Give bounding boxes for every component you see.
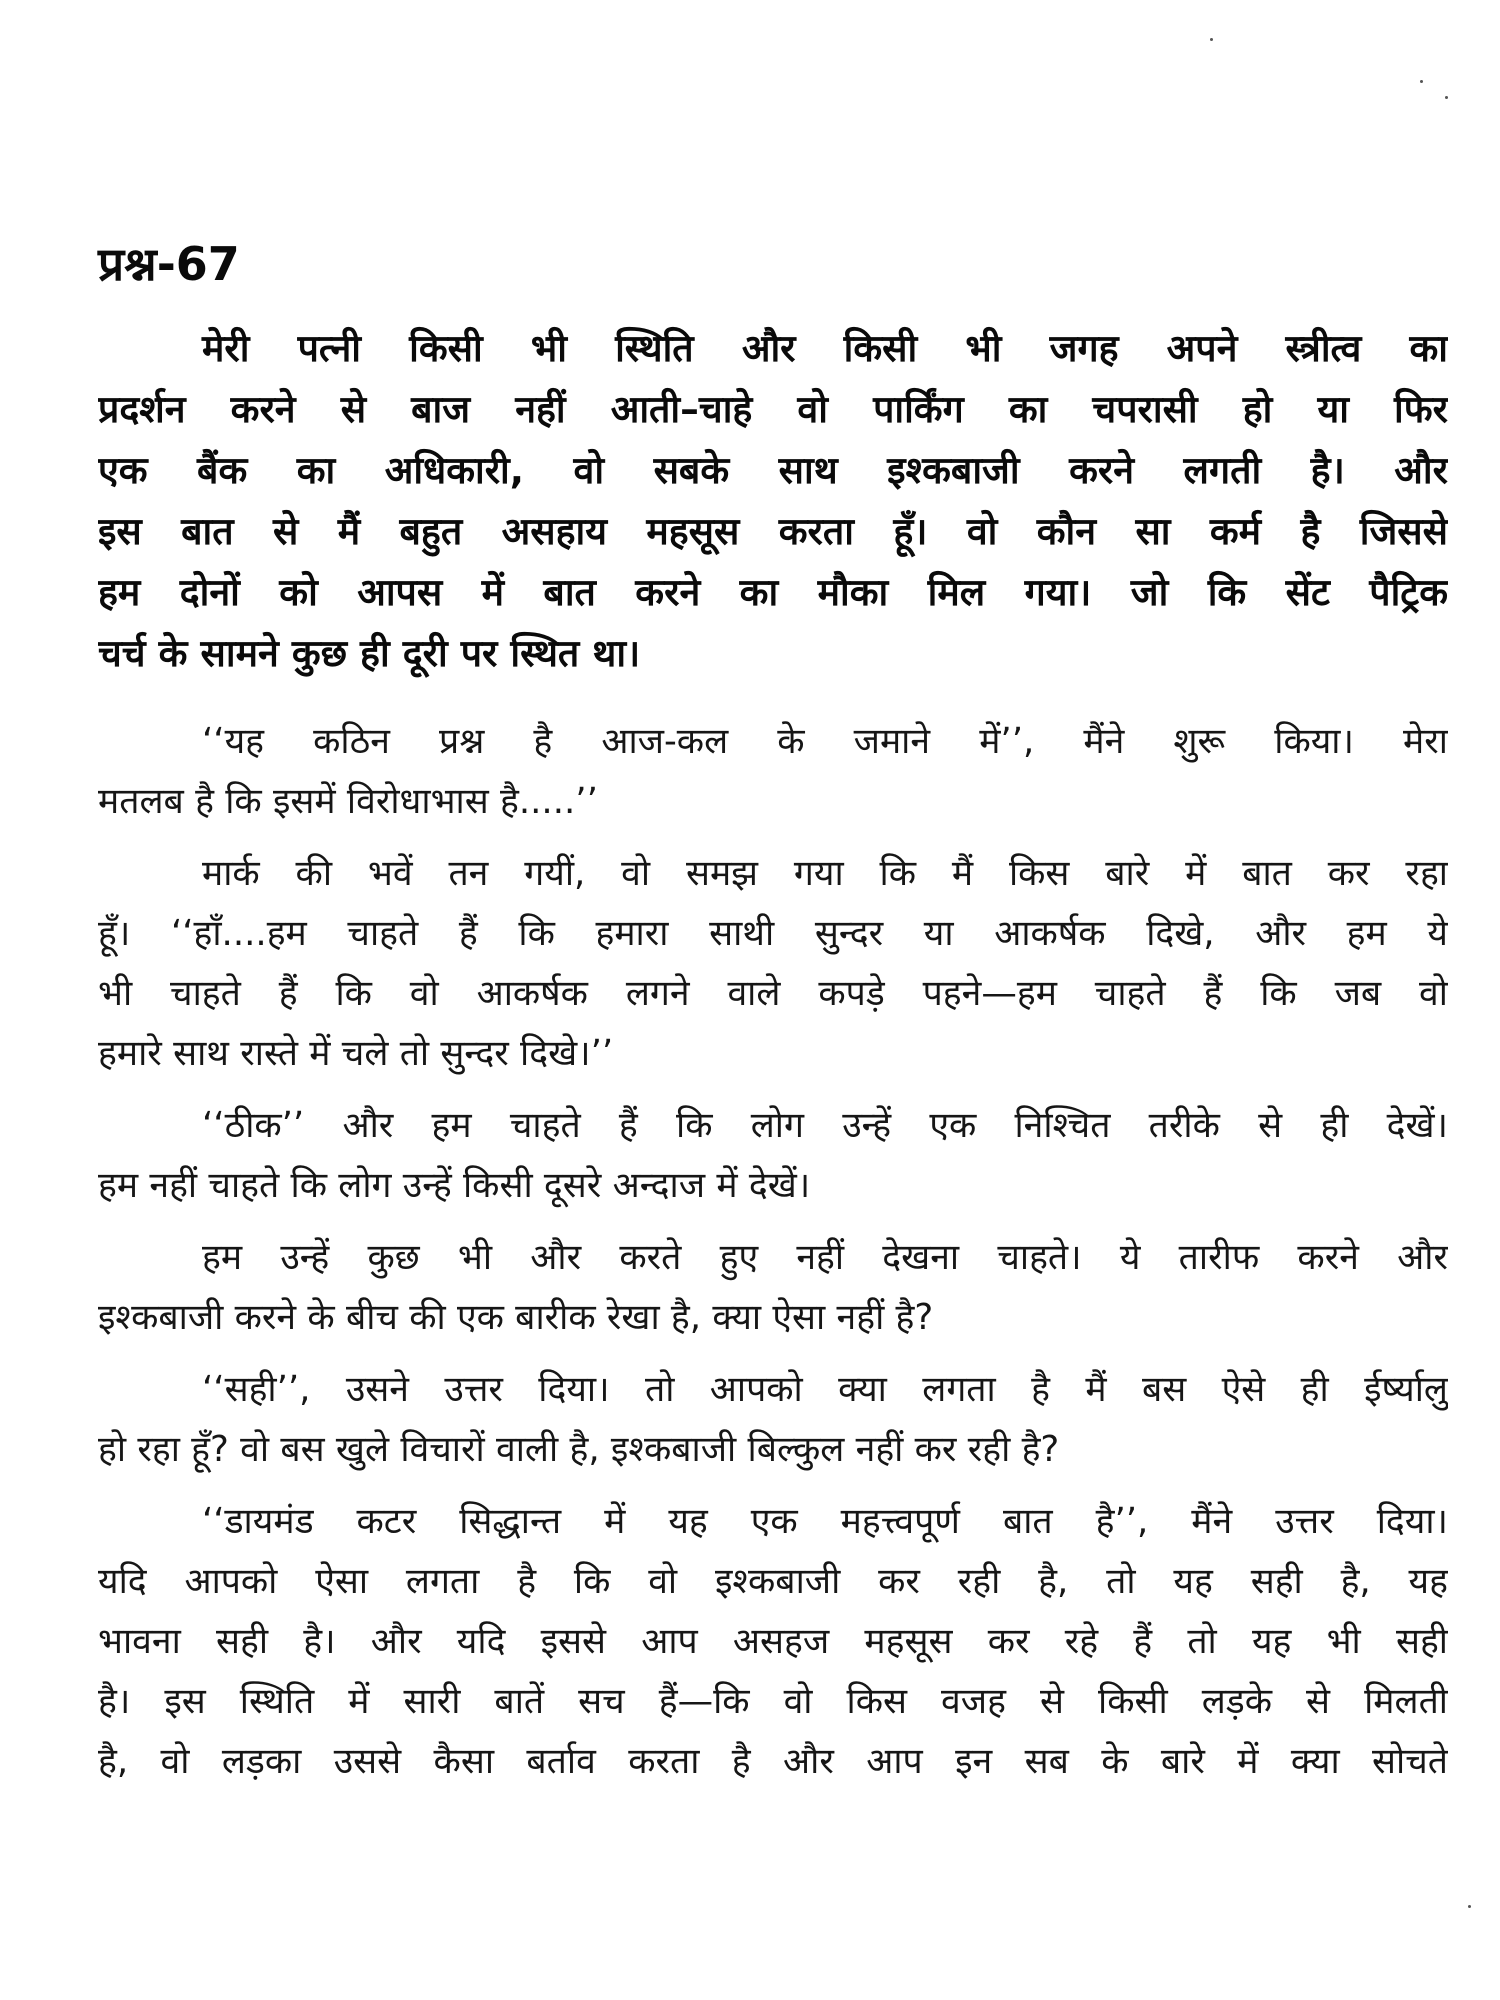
paragraph	[98, 844, 1448, 1084]
text-line: हूँ। ‘‘हाँ....हम चाहते हैं कि हमारा साथी सुन्दर या आकर्षक दिखे, और हम ये	[98, 913, 1448, 954]
text-line: भावना सही है। और यदि इससे आप असहज महसूस कर रहे हैं तो यह भी सही	[98, 1621, 1448, 1662]
text-line: है, वो लड़का उससे कैसा बर्ताव करता है और आप इन सब के बारे में क्या सोचते	[98, 1741, 1448, 1782]
paragraph	[98, 1096, 1448, 1216]
question-line: प्रदर्शन करने से बाज नहीं आती–चाहे वो पार्किंग का चपरासी हो या फिर	[98, 387, 1448, 431]
text-line: हम नहीं चाहते कि लोग उन्हें किसी दूसरे अन्दाज में देखें।	[98, 1165, 811, 1206]
answer-body	[98, 712, 1448, 1792]
paragraph	[98, 1228, 1448, 1348]
text-line: ‘‘सही’’, उसने उत्तर दिया। तो आपको क्या लगता है मैं बस ऐसे ही ईर्ष्यालु	[202, 1369, 1448, 1410]
question-text	[98, 318, 1448, 684]
text-line: भी चाहते हैं कि वो आकर्षक लगने वाले कपड़े पहने—हम चाहते हैं कि जब वो	[98, 973, 1448, 1014]
text-line: हम उन्हें कुछ भी और करते हुए नहीं देखना चाहते। ये तारीफ करने और	[202, 1237, 1448, 1278]
question-line: इस बात से मैं बहुत असहाय महसूस करता हूँ। वो कौन सा कर्म है जिससे	[98, 509, 1448, 553]
text-line: हो रहा हूँ? वो बस खुले विचारों वाली है, इश्कबाजी बिल्कुल नहीं कर रही है?	[98, 1429, 1060, 1470]
question-line: एक बैंक का अधिकारी, वो सबके साथ इश्कबाजी करने लगती है। और	[98, 448, 1448, 492]
text-line: ‘‘डायमंड कटर सिद्धान्त में यह एक महत्त्वपूर्ण बात है’’, मैंने उत्तर दिया।	[202, 1501, 1448, 1542]
scan-speck	[1210, 38, 1213, 41]
scan-speck	[1445, 96, 1448, 99]
question-line: मेरी पत्नी किसी भी स्थिति और किसी भी जगह अपने स्त्रीत्व का	[202, 326, 1448, 370]
text-line: यदि आपको ऐसा लगता है कि वो इश्कबाजी कर रही है, तो यह सही है, यह	[98, 1561, 1448, 1602]
text-line: है। इस स्थिति में सारी बातें सच हैं—कि वो किस वजह से किसी लड़के से मिलती	[98, 1681, 1448, 1722]
question-line: चर्च के सामने कुछ ही दूरी पर स्थित था।	[98, 631, 641, 675]
text-line: हमारे साथ रास्ते में चले तो सुन्दर दिखे।’’	[98, 1033, 614, 1074]
paragraph	[98, 1492, 1448, 1792]
text-line: मतलब है कि इसमें विरोधाभास है.....’’	[98, 781, 598, 822]
text-line: मार्क की भवें तन गयीं, वो समझ गया कि मैं किस बारे में बात कर रहा	[202, 853, 1448, 894]
paragraph	[98, 712, 1448, 832]
question-heading: प्रश्न-67	[98, 237, 240, 291]
text-line: ‘‘यह कठिन प्रश्न है आज-कल के जमाने में’’, मैंने शुरू किया। मेरा	[202, 721, 1448, 762]
scan-speck	[1468, 1905, 1471, 1908]
text-line: ‘‘ठीक’’ और हम चाहते हैं कि लोग उन्हें एक निश्चित तरीके से ही देखें।	[202, 1105, 1448, 1146]
text-line: इश्कबाजी करने के बीच की एक बारीक रेखा है, क्या ऐसा नहीं है?	[98, 1297, 934, 1338]
scan-speck	[1420, 80, 1423, 83]
question-line: हम दोनों को आपस में बात करने का मौका मिल गया। जो कि सेंट पैट्रिक	[98, 570, 1448, 614]
paragraph	[98, 1360, 1448, 1480]
